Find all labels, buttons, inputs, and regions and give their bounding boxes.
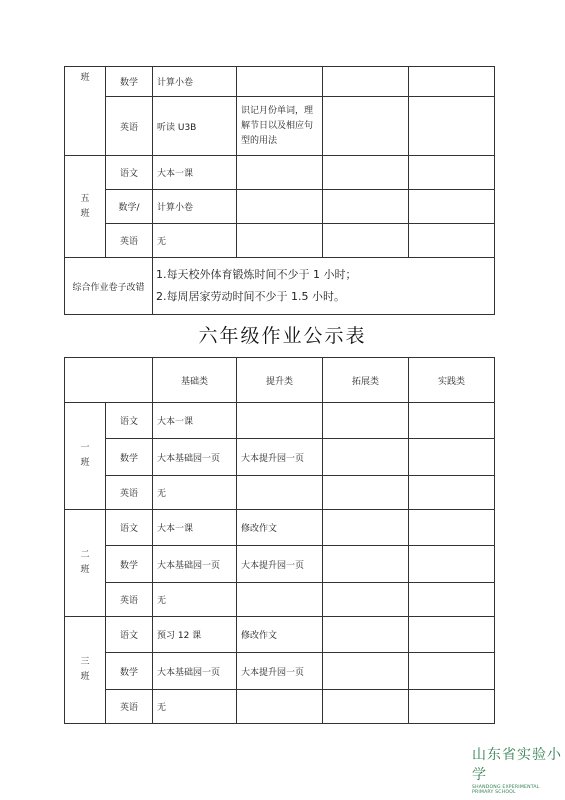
class-label: 三 班 [65, 617, 106, 724]
header-practice: 实践类 [409, 358, 495, 403]
table-row [65, 403, 495, 439]
basic-cell: 听读 U3B [153, 97, 237, 156]
table-row [65, 190, 495, 224]
practice-cell [409, 476, 495, 510]
subject-cell: 数学 [106, 67, 153, 97]
page-title: 六年级作业公示表 [198, 325, 367, 347]
basic-cell: 大本一课 [153, 510, 237, 546]
header-row [65, 358, 495, 403]
summary-row [65, 258, 495, 315]
practice-cell [409, 546, 495, 583]
subject-cell: 语文 [106, 156, 153, 190]
school-logo [472, 744, 562, 795]
subject-cell: 英语 [106, 97, 153, 156]
extend-cell [323, 690, 409, 724]
summary-line-1: 1.每天校外体育锻炼时间不少于 1 小时； [156, 268, 357, 281]
summary-notes [153, 258, 495, 315]
extend-cell [323, 510, 409, 546]
table-row [65, 97, 495, 156]
grade6-homework-table [64, 357, 495, 724]
improve-cell [237, 190, 323, 224]
extend-cell [323, 546, 409, 583]
practice-cell [409, 510, 495, 546]
practice-cell [409, 190, 495, 224]
basic-cell: 大本基础园一页 [153, 653, 237, 690]
extend-cell [323, 224, 409, 258]
improve-cell: 修改作文 [237, 617, 323, 653]
header-basic: 基础类 [153, 358, 237, 403]
improve-cell [237, 403, 323, 439]
subject-cell: 英语 [106, 690, 153, 724]
improve-cell: 识记月份单词，理解节日以及相应句型的用法 [237, 97, 323, 156]
subject-cell: 英语 [106, 476, 153, 510]
practice-cell [409, 439, 495, 476]
extend-cell [323, 653, 409, 690]
practice-cell [409, 617, 495, 653]
table-row [65, 67, 495, 97]
improve-cell [237, 583, 323, 617]
basic-cell: 大本基础园一页 [153, 439, 237, 476]
practice-cell [409, 224, 495, 258]
header-extend: 拓展类 [323, 358, 409, 403]
class-label: 二 班 [65, 510, 106, 617]
table-row [65, 510, 495, 546]
table-row [65, 546, 495, 583]
improve-cell [237, 156, 323, 190]
subject-cell: 数学 [106, 546, 153, 583]
improve-cell [237, 67, 323, 97]
improve-cell [237, 224, 323, 258]
school-name-cn: 山东省实验小学 [472, 747, 562, 783]
improve-cell: 大本提升园一页 [237, 653, 323, 690]
subject-cell: 数学/ [106, 190, 153, 224]
improve-cell [237, 690, 323, 724]
practice-cell [409, 97, 495, 156]
subject-cell: 语文 [106, 403, 153, 439]
table-row [65, 653, 495, 690]
subject-cell: 数学 [106, 653, 153, 690]
summary-line-2: 2.每周居家劳动时间不少于 1.5 小时。 [156, 290, 345, 303]
class-label: 一 班 [65, 403, 106, 510]
table-row [65, 690, 495, 724]
improve-cell: 修改作文 [237, 510, 323, 546]
basic-cell: 无 [153, 583, 237, 617]
subject-cell: 语文 [106, 510, 153, 546]
extend-cell [323, 67, 409, 97]
practice-cell [409, 67, 495, 97]
extend-cell [323, 583, 409, 617]
practice-cell [409, 403, 495, 439]
basic-cell: 计算小卷 [153, 67, 237, 97]
school-name-en: SHANDONG EXPERIMENTAL PRIMARY SCHOOL [472, 785, 540, 795]
improve-cell: 大本提升园一页 [237, 546, 323, 583]
extend-cell [323, 97, 409, 156]
subject-cell: 数学 [106, 439, 153, 476]
basic-cell: 大本一课 [153, 403, 237, 439]
table-row [65, 583, 495, 617]
header-blank-cell [65, 358, 153, 403]
extend-cell [323, 476, 409, 510]
basic-cell: 计算小卷 [153, 190, 237, 224]
extend-cell [323, 190, 409, 224]
practice-cell [409, 653, 495, 690]
extend-cell [323, 156, 409, 190]
improve-cell: 大本提升园一页 [237, 439, 323, 476]
subject-cell: 英语 [106, 224, 153, 258]
table-row [65, 476, 495, 510]
class-label: 五 班 [65, 156, 106, 258]
practice-cell [409, 156, 495, 190]
basic-cell: 大本一课 [153, 156, 237, 190]
class-label: 班 [65, 67, 106, 156]
basic-cell: 预习 12 课 [153, 617, 237, 653]
basic-cell: 无 [153, 690, 237, 724]
table-row [65, 156, 495, 190]
header-improve: 提升类 [237, 358, 323, 403]
basic-cell: 无 [153, 224, 237, 258]
extend-cell [323, 439, 409, 476]
table-row [65, 617, 495, 653]
subject-cell: 英语 [106, 583, 153, 617]
basic-cell: 大本基础园一页 [153, 546, 237, 583]
grade5-continued-table [64, 66, 495, 315]
basic-cell: 无 [153, 476, 237, 510]
improve-cell [237, 476, 323, 510]
extend-cell [323, 617, 409, 653]
table-row [65, 439, 495, 476]
practice-cell [409, 583, 495, 617]
table-row [65, 224, 495, 258]
summary-label: 综合作业卷子改错 [65, 258, 153, 315]
subject-cell: 语文 [106, 617, 153, 653]
extend-cell [323, 403, 409, 439]
practice-cell [409, 690, 495, 724]
